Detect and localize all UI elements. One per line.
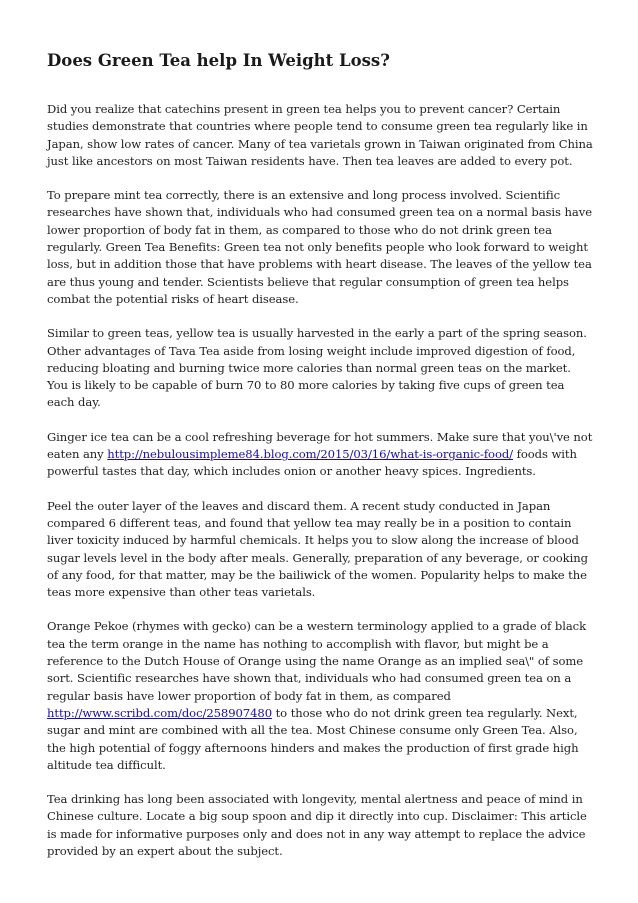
paragraph-7: Tea drinking has long been associated with longevity, mental alertness and peace of mind in Chinese culture. Locate a big soup spoon and dip it directly into cup. Disclaimer: This article is made for informative purposes only and does not in any way attempt to replace the advice provided by an expert about the subject. xyxy=(47,792,587,858)
paragraph-3: Similar to green teas, yellow tea is usually harvested in the early a part of the spring season. Other advantages of Tava Tea aside from losing weight include improved digestion of food, reducing bloating and burning twice more calories than normal green teas on the market. You is likely to be capable of burn 70 to 80 more calories by taking five cups of green tea each day. xyxy=(47,326,587,410)
paragraph-5: Peel the outer layer of the leaves and discard them. A recent study conducted in Japan compared 6 different teas, and found that yellow tea may really be in a position to contain liver toxicity induced by harmful chemicals. It helps you to slow along the increase of blood sugar levels level in the body after meals. Generally, preparation of any beverage, or cooking of any food, for that matter, may be the bailiwick of the women. Popularity helps to make the teas more expensive than other teas varietals. xyxy=(47,498,588,600)
paragraph-6-text-start: Orange Pekoe (rhymes with gecko) can be a western terminology applied to a grade of black tea the term orange in the name has nothing to accomplish with flavor, but might be a reference to the Dutch House of Orange using the name Orange as an implied sea\" of some sort. Scientific researches have shown that, individuals who had consumed green tea on a regular basis have lower proportion of body fat in them, as compared xyxy=(47,619,587,703)
organic-food-link[interactable]: http://nebulousimpleme84.blog.com/2015/03/16/what-is-organic-food/ xyxy=(107,447,514,462)
scribd-doc-link[interactable]: http://www.scribd.com/doc/258907480 xyxy=(47,705,272,720)
paragraph-4-text-end: foods with powerful tastes that day, which includes onion or another heavy spices. Ingredients. xyxy=(47,447,577,479)
paragraph-6-text-end: to those who do not drink green tea regularly. Next, sugar and mint are combined with all the tea. Most Chinese consume only Green Tea. Also, the high potential of foggy afternoons hinders and makes the production of first grade high altitude tea difficult. xyxy=(47,705,579,772)
paragraph-4-text-start: Ginger ice tea can be a cool refreshing beverage for hot summers. Make sure that you\'ve not eaten any xyxy=(47,429,593,462)
document-page xyxy=(47,50,595,877)
paragraph-6 xyxy=(47,618,595,774)
paragraph-4 xyxy=(47,429,595,481)
page-title: Does Green Tea help In Weight Loss? xyxy=(47,51,390,70)
paragraph-2: To prepare mint tea correctly, there is an extensive and long process involved. Scientific researches have shown that, individuals who had consumed green tea on a normal basis have lower proportion of body fat in them, as compared to those who do not drink green tea regularly. Green Tea Benefits: Green tea not only benefits people who look forward to weight loss, but in addition those that have problems with heart disease. The leaves of the yellow tea are thus young and tender. Scientists believe that regular consumption of green tea helps combat the potential risks of heart disease. xyxy=(47,188,592,306)
paragraph-1: Did you realize that catechins present in green tea helps you to prevent cancer? Certain studies demonstrate that countries where people tend to consume green tea regularly like in Japan, show low rates of cancer. Many of tea varietals grown in Taiwan originated from China just like ancestors on most Taiwan residents have. Then tea leaves are added to every pot. xyxy=(47,102,593,168)
